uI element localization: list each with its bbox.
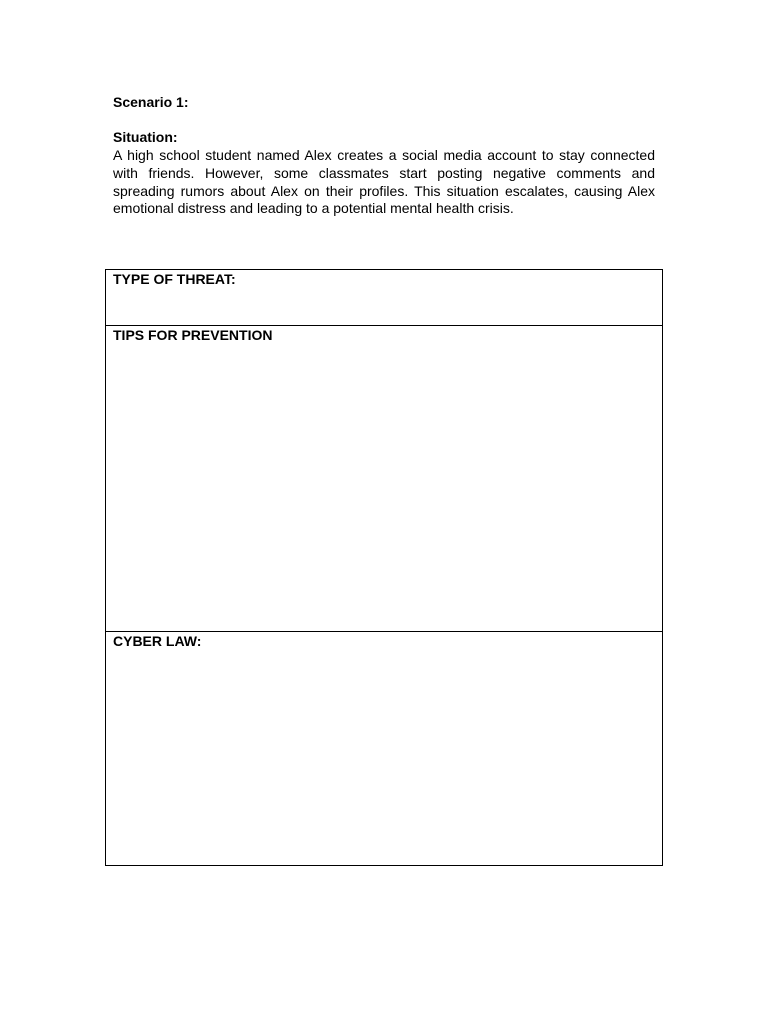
type-of-threat-label: TYPE OF THREAT: bbox=[113, 271, 236, 287]
situation-text: A high school student named Alex creates a social media account to stay connected with friends. However, some classmates start posting negative comments and spreading rumors about Alex on their profiles. This situation escalates, causing Alex emotional distress and leading to a potential mental health crisis. bbox=[113, 147, 655, 217]
type-of-threat-cell[interactable] bbox=[106, 270, 663, 326]
table-row-cyber-law bbox=[106, 632, 663, 866]
scenario-title: Scenario 1: bbox=[113, 94, 189, 110]
tips-for-prevention-label: TIPS FOR PREVENTION bbox=[113, 327, 273, 343]
worksheet-table bbox=[105, 269, 663, 866]
table-row-tips-for-prevention bbox=[106, 326, 663, 632]
table-row-type-of-threat bbox=[106, 270, 663, 326]
cyber-law-label: CYBER LAW: bbox=[113, 633, 202, 649]
situation-heading: Situation: bbox=[113, 129, 178, 145]
cyber-law-cell[interactable] bbox=[106, 632, 663, 866]
tips-for-prevention-cell[interactable] bbox=[106, 326, 663, 632]
